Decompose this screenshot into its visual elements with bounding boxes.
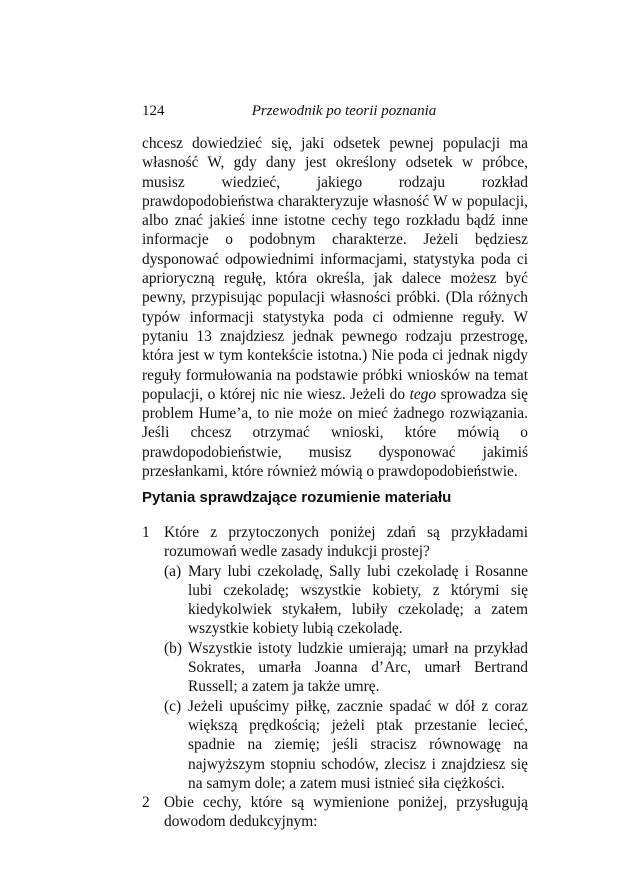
- question-option: [164, 562, 528, 639]
- question-item: [142, 793, 528, 832]
- body-paragraph: [142, 134, 528, 481]
- question-number: 1: [142, 524, 150, 541]
- question-item: [142, 523, 528, 793]
- option-label: (a): [164, 562, 182, 580]
- running-title: Przewodnik po teorii poznania: [251, 103, 437, 119]
- option-text: Mary lubi czekoladę, Sally lubi czekoladę i Rosanne lubi czekoladę; wszystkie kobiety, z którymi się kiedykolwiek stykałem, lubiły czekoladę; a zatem wszystkie kobiety lubią czekoladę.: [188, 562, 528, 638]
- option-label: (b): [164, 639, 182, 657]
- question-option: [164, 697, 528, 793]
- option-text: Wszystkie istoty ludzkie umierają; umarł na przykład Sokrates, umarła Joanna d’Arc, umarł Bertrand Russell; a zatem ja także umrę.: [188, 639, 528, 696]
- question-list: [142, 523, 528, 832]
- page-number: 124: [142, 103, 165, 119]
- body-text-part1: chcesz dowiedzieć się, jaki odsetek pewnej populacji ma własność W, gdy dany jest określony odsetek w próbce, musisz wiedzieć, jakiego rodzaju rozkład prawdopodobieństwa charakteryzuje własność W w populacji, albo znać jakieś inne istotne cechy tego rozkładu bądź inne informacje o podobnym charakterze. Jeżeli będziesz dysponować odpowiednimi informacjami, statystyka poda ci aprioryczną regułę, która określa, jak dalece możesz być pewny, przypisując populacji własności próbki. (Dla różnych typów informacji statystyka poda ci odmienne reguły. W pytaniu 13 znajdziesz jednak pewnego rodzaju przestrogę, która jest w tym kontekście istotna.) Nie poda ci jednak nigdy reguły formułowania na podstawie próbki wniosków na temat populacji, o której nic nie wiesz. Jeżeli do: [142, 135, 528, 403]
- question-number: 2: [142, 794, 150, 812]
- body-italic-word: tego: [409, 385, 437, 403]
- question-text: Obie cechy, które są wymienione poniżej, przysługują dowodom dedukcyjnym:: [164, 794, 528, 831]
- option-text: Jeżeli upuścimy piłkę, zacznie spadać w dół z coraz większą prędkością; jeżeli ptak przestanie lecieć, spadnie na ziemię; jeśli stracisz równowagę na najwyższym stopniu schodów, zlecisz i znajdziesz się na samym dole; a zatem musi istnieć siła ciężkości.: [188, 697, 528, 792]
- option-label: (c): [164, 697, 182, 715]
- question-option: [164, 639, 528, 697]
- section-heading: Pytania sprawdzające rozumienie materiału: [142, 489, 452, 506]
- question-text: Które z przytoczonych poniżej zdań są przykładami rozumowań wedle zasady indukcji prostej?: [164, 524, 528, 561]
- body-text-part2: sprowadza się problem Hume’a, to nie może on mieć żadnego rozwiązania. Jeśli chcesz otrzymać wnioski, które mówią o prawdopodobieństwie, musisz dysponować jakimiś przesłankami, które również mówią o prawdopodobieństwie.: [142, 385, 528, 481]
- running-header: [142, 101, 528, 123]
